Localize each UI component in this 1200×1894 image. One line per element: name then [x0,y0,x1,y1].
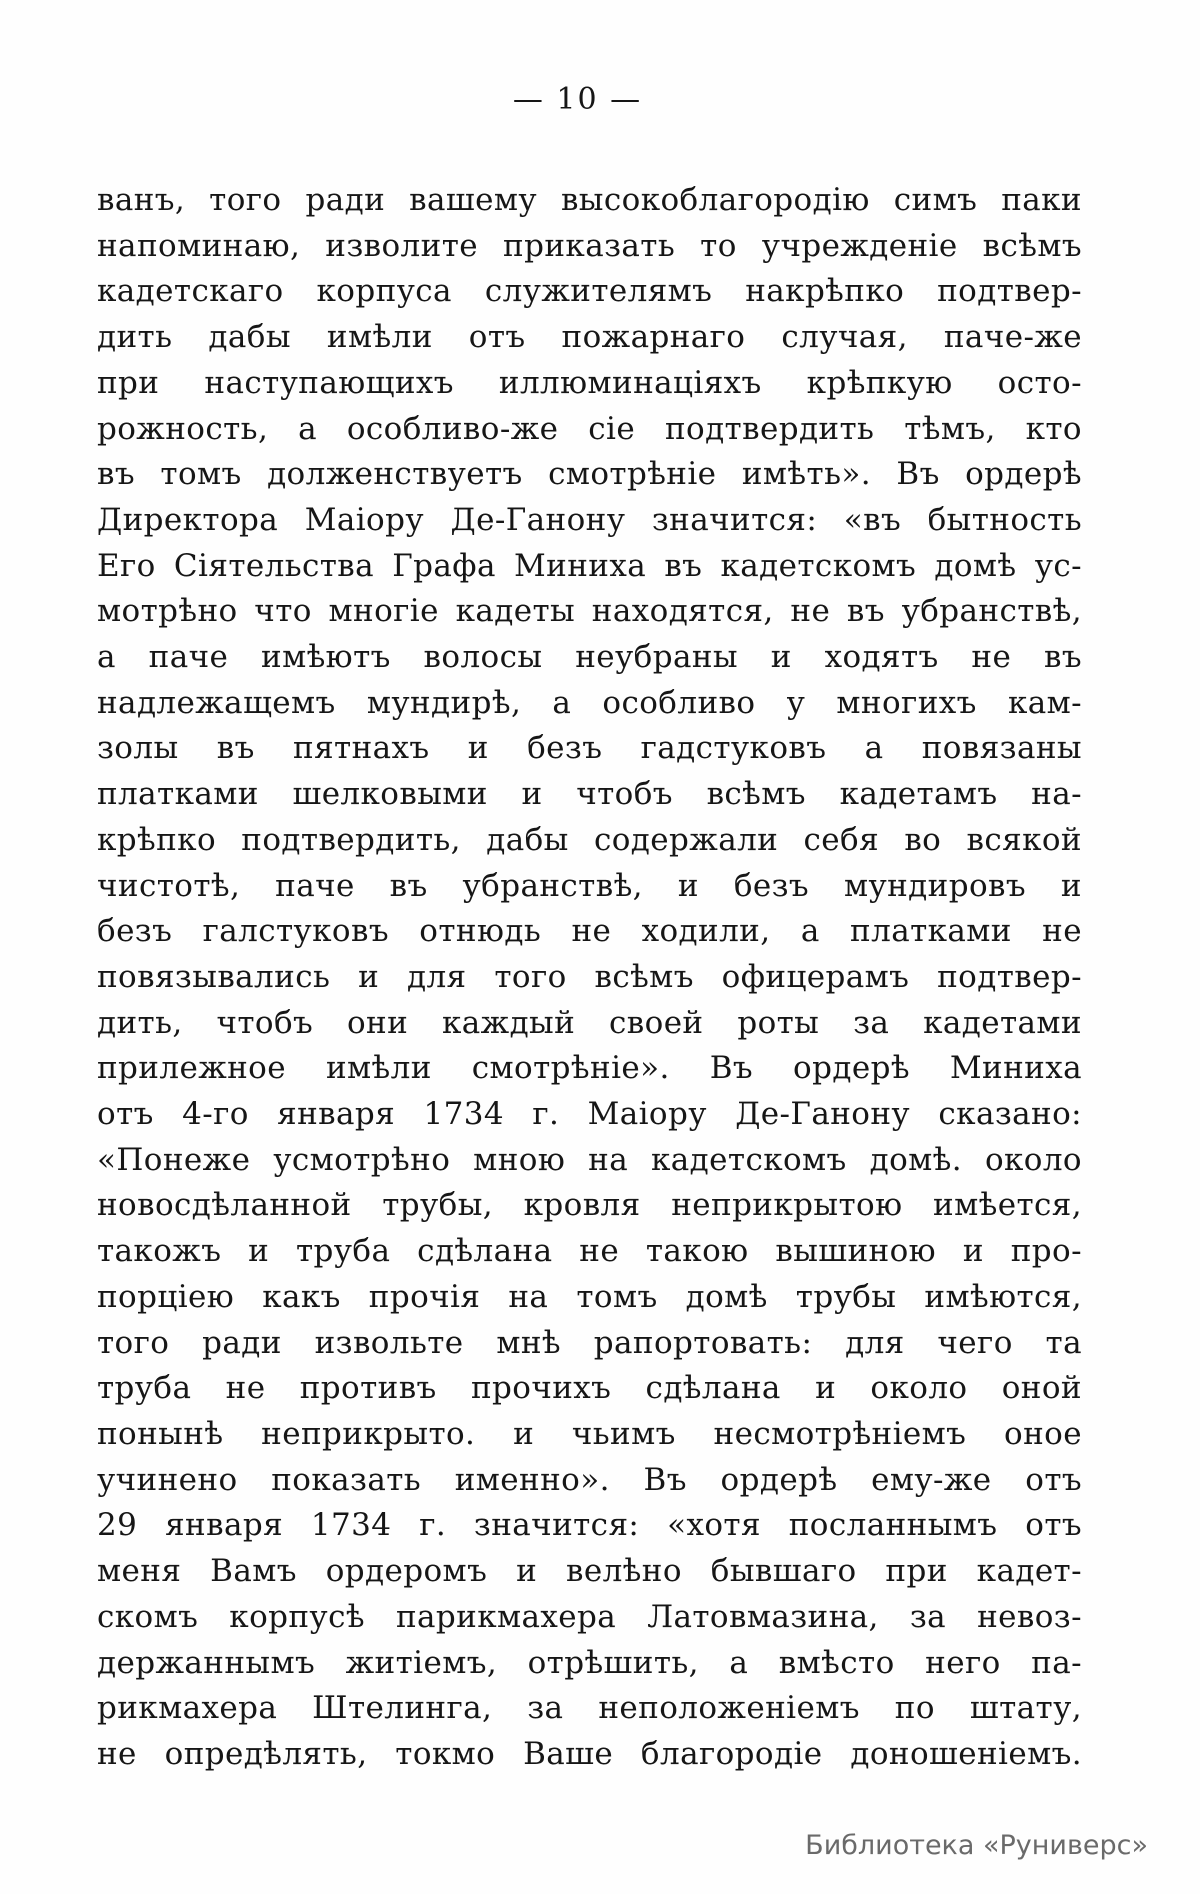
text-line: новосдѣланной трубы, кровля неприкрытою имѣется, [97,1187,1082,1224]
text-line: «Понеже усмотрѣно мною на кадетскомъ домѣ. около [97,1141,1082,1178]
text-line: не опредѣлять, токмо Ваше благородіе доношеніемъ. [97,1735,1082,1772]
text-line: чистотѣ, паче въ убранствѣ, и безъ мундировъ и [97,867,1082,904]
text-line: безъ галстуковъ отнюдь не ходили, а платками не [97,913,1082,950]
text-line: рикмахера Штелинга, за неположеніемъ по штату, [97,1690,1082,1727]
text-line: повязывались и для того всѣмъ офицерамъ подтвер- [97,958,1082,995]
text-line: дить, чтобъ они каждый своей роты за кадетами [97,1004,1082,1041]
text-line: 29 января 1734 г. значится: «хотя посланнымъ отъ [97,1507,1082,1544]
text-line: напоминаю, изволите приказать то учрежденіе всѣмъ [97,227,1082,264]
text-line: понынѣ неприкрыто. и чьимъ несмотрѣніемъ оное [97,1415,1082,1452]
text-line: при наступающихъ иллюминаціяхъ крѣпкую осто- [97,364,1082,401]
text-line: надлежащемъ мундирѣ, а особливо у многихъ кам- [97,684,1082,721]
page-number: — 10 — [512,82,643,117]
text-line: въ томъ долженствуетъ смотрѣніе имѣть». Въ ордерѣ [97,456,1082,493]
text-line: порціею какъ прочія на томъ домѣ трубы имѣются, [97,1278,1082,1315]
text-line: такожъ и труба сдѣлана не такою вышиною и про- [97,1233,1082,1270]
text-line: платками шелковыми и чтобъ всѣмъ кадетамъ на- [97,776,1082,813]
text-line: дить дабы имѣли отъ пожарнаго случая, паче-же [97,319,1082,356]
text-line: того ради извольте мнѣ рапортовать: для чего та [97,1324,1082,1361]
text-line: Его Сіятельства Графа Миниха въ кадетскомъ домѣ ус- [97,547,1082,584]
text-line: отъ 4-го января 1734 г. Маіору Де-Ганону сказано: [97,1096,1082,1133]
text-line: ванъ, того ради вашему высокоблагородію симъ паки [97,182,1082,218]
library-watermark: Библиотека «Руниверс» [805,1830,1148,1861]
text-line: кадетскаго корпуса служителямъ накрѣпко подтвер- [97,273,1082,310]
text-line: труба не противъ прочихъ сдѣлана и около оной [97,1370,1082,1407]
text-line: меня Вамъ ордеромъ и велѣно бывшаго при кадет- [97,1553,1082,1590]
text-line: мотрѣно что многіе кадеты находятся, не въ убранствѣ, [97,593,1082,630]
page-body-text [97,178,1082,1778]
text-line: золы въ пятнахъ и безъ гадстуковъ а повязаны [97,730,1082,767]
text-line: учинено показать именно». Въ ордерѣ ему-же отъ [97,1461,1082,1498]
text-line: рожность, а особливо-же сіе подтвердить тѣмъ, кто [97,410,1082,447]
text-line: Директора Маіору Де-Ганону значится: «въ бытность [97,501,1082,538]
text-line: держаннымъ житіемъ, отрѣшить, а вмѣсто него па- [97,1644,1082,1681]
text-line: крѣпко подтвердить, дабы содержали себя во всякой [97,821,1082,858]
text-line: скомъ корпусѣ парикмахера Латовмазина, за невоз- [97,1598,1082,1635]
text-line: прилежное имѣли смотрѣніе». Въ ордерѣ Миниха [97,1050,1082,1087]
text-line: а паче имѣютъ волосы неубраны и ходятъ не въ [97,639,1082,676]
